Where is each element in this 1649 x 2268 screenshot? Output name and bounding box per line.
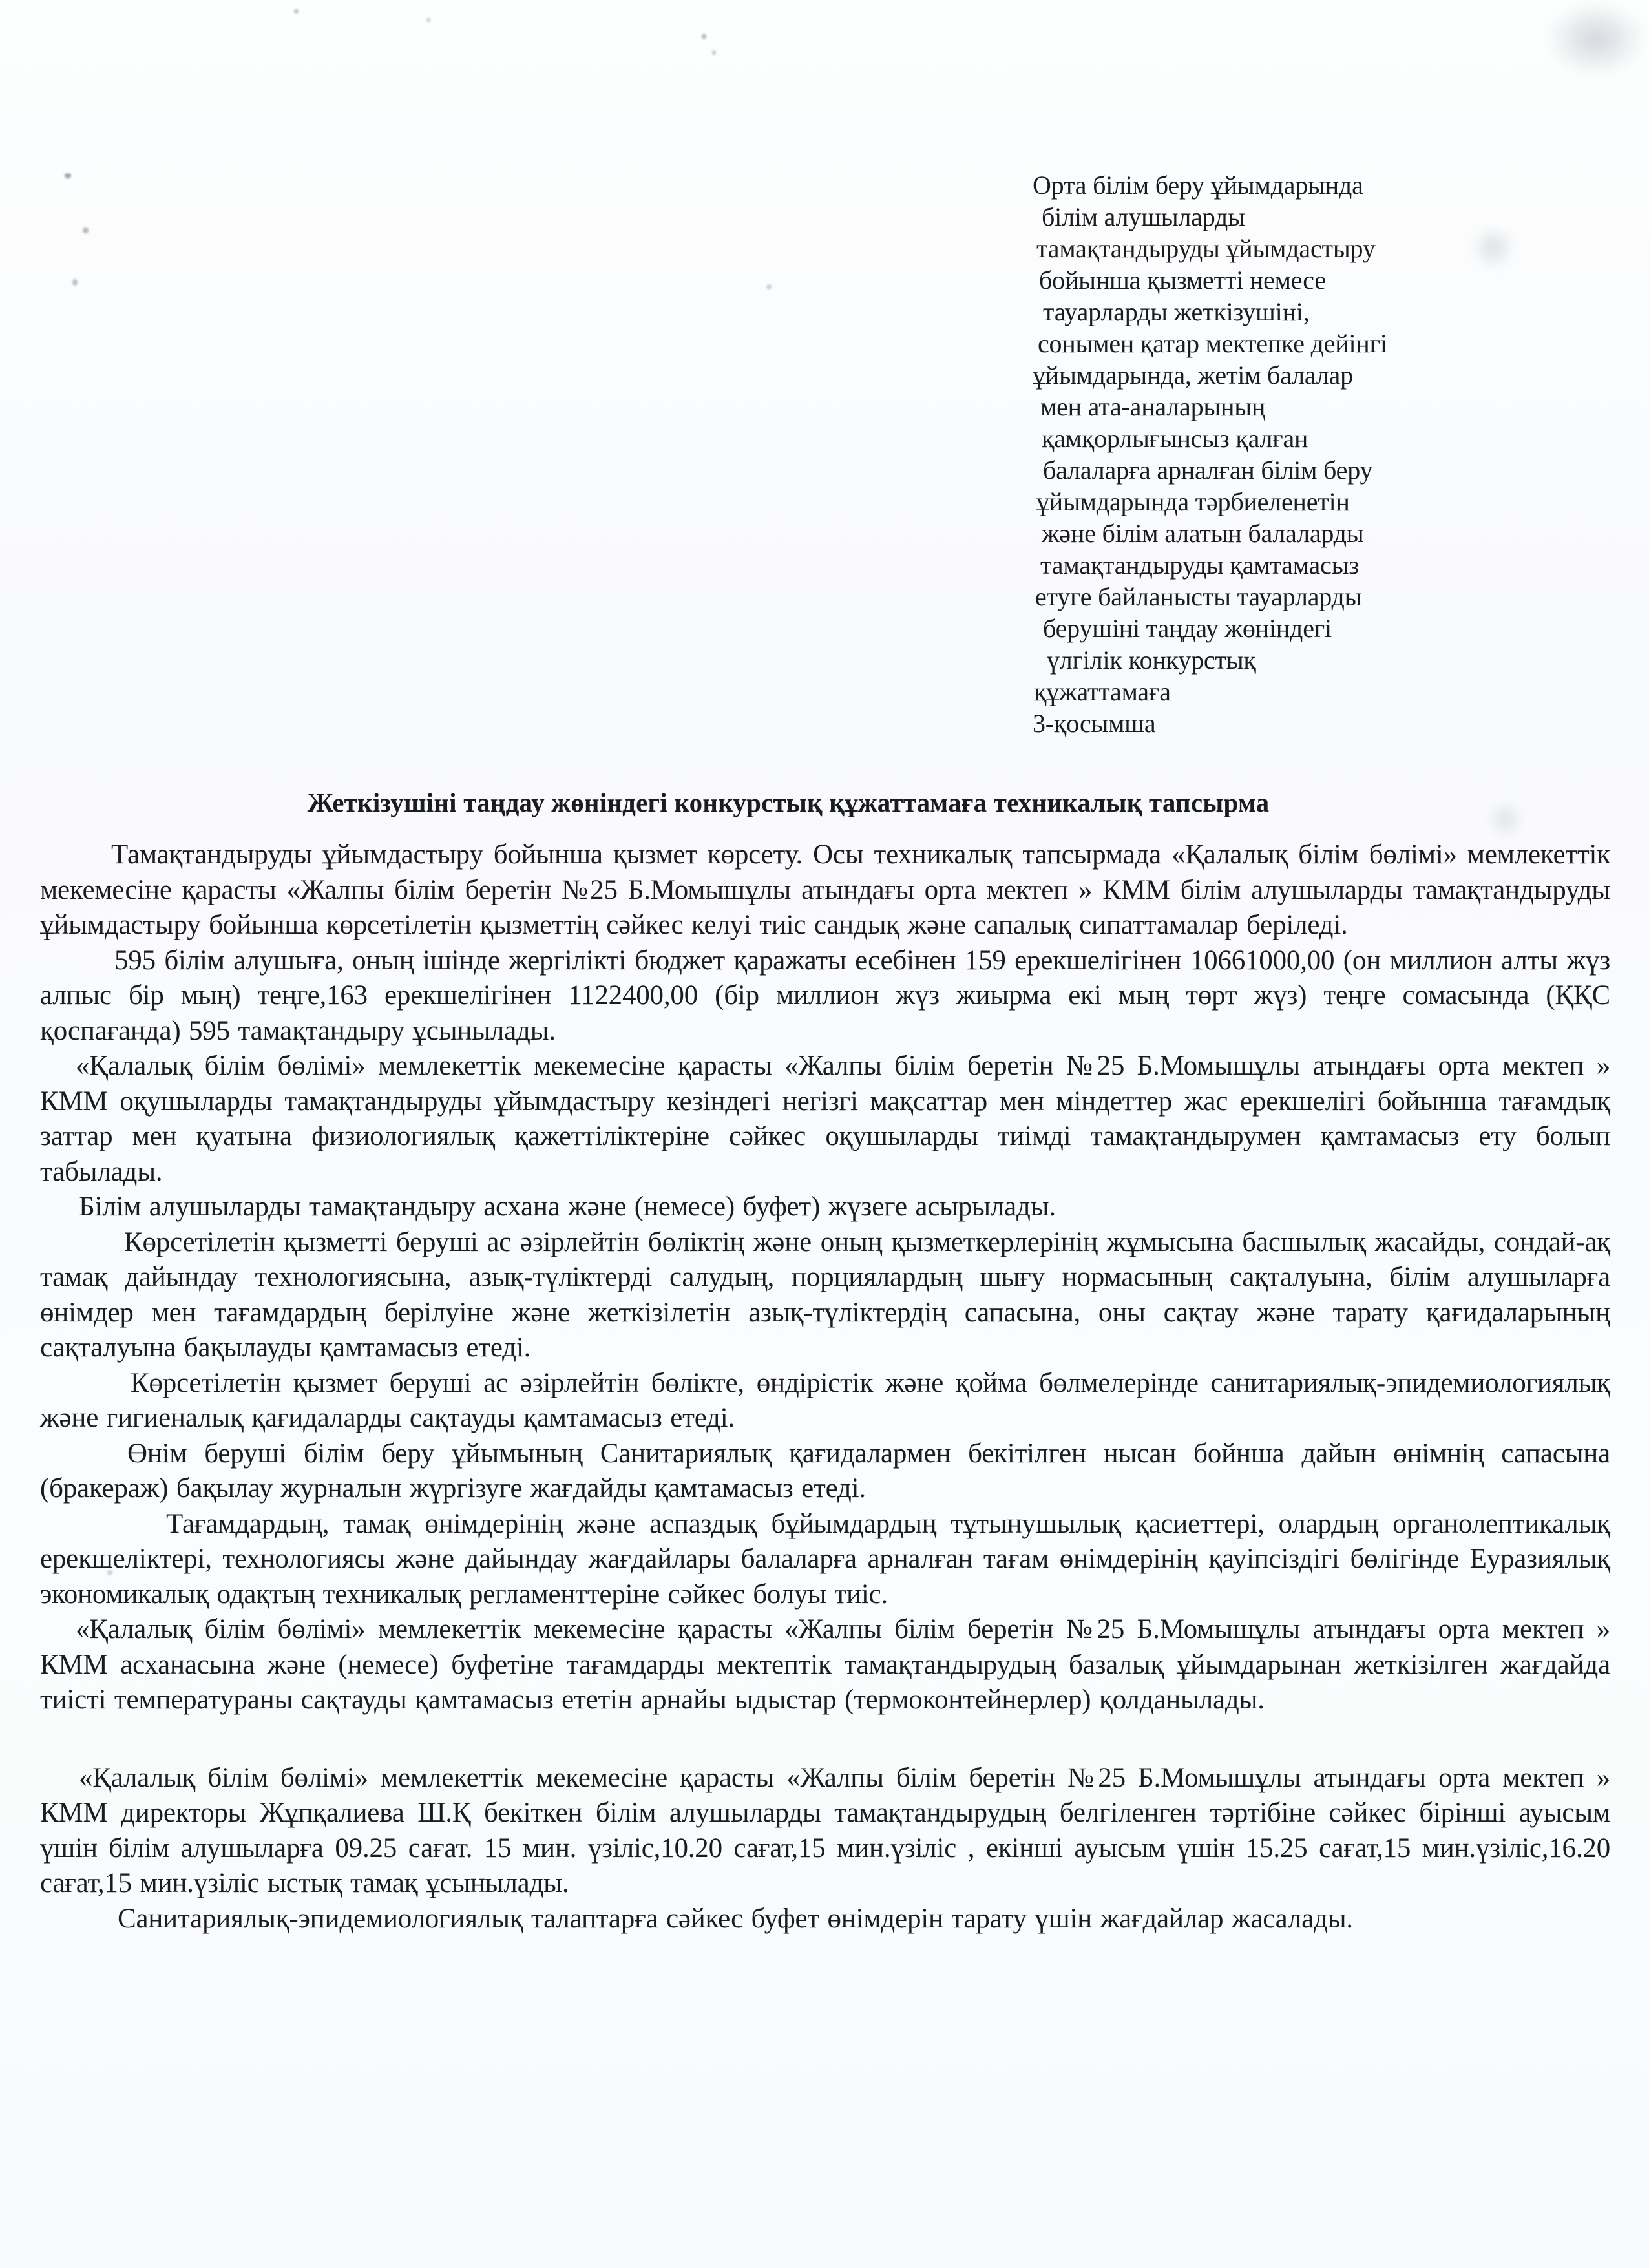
appendix-line: тамақтандыруды ұйымдастыру (1036, 234, 1376, 263)
scan-speck (294, 9, 299, 14)
appendix-line: Орта білім беру ұйымдарында (1033, 171, 1363, 200)
paragraph: Тағамдардың, тамақ өнімдерінің және аспаздық бұйымдардың тұтынушылық қасиеттері, олардың органолептикалық ерекшеліктері, технологиясы және дайындау жағдайлары балаларға арналған тағам өнімдерінің қауіпсіздігі бөлігінде Еуразиялық экономикалық одақтың техникалық регламенттеріне сәйкес болуы тиіс. (40, 1508, 1610, 1610)
paragraph: 595 білім алушыға, оның ішінде жергілікті бюджет қаражаты есебінен 159 ерекшелігінен 10661000,00 (он миллион алты жүз алпыс бір мың) теңге,163 ерекшелігінен 1122400,00 (бір миллион жүз жиырма екі мың төрт жүз) теңге сомасында (ҚҚС қоспағанда) 595 тамақтандыру ұсынылады. (40, 945, 1610, 1046)
appendix-reference-block (1033, 169, 1433, 739)
appendix-line: үлгілік конкурстық (1047, 646, 1256, 675)
scan-speck (65, 173, 71, 178)
paragraph: Өнім беруші білім беру ұйымының Санитариялық қағидалармен бекітілген нысан бойнша дайын өнімнің сапасына (бракераж) бақылау журналын жүргізуге жағдайды қамтамасыз етеді. (40, 1438, 1610, 1504)
document-body (40, 837, 1610, 1937)
document-title: Жеткізушіні таңдау жөніндегі конкурстық құжаттамаға техникалық тапсырма (307, 788, 1270, 817)
paragraph: «Қалалық білім бөлімі» мемлекеттік мекемесіне қарасты «Жалпы білім беретін №25 Б.Момышұлы атындағы орта мектеп » КММ директоры Жұпқалиева Ш.Қ бекіткен білім алушыларды тамақтандырудың белгіленген тәртібіне сәйкес бірінші ауысым үшін білім алушыларға 09.25 сағат. 15 мин. үзіліс,10.20 сағат,15 мин.үзіліс , екінші ауысым үшін 15.25 сағат,15 мин.үзіліс,16.20 сағат,15 мин.үзіліс ыстық тамақ ұсынылады. (40, 1762, 1610, 1898)
appendix-line: берушіні таңдау жөніндегі (1043, 614, 1332, 643)
scan-speck (426, 18, 430, 22)
appendix-line: тамақтандыруды қамтамасыз (1040, 551, 1359, 580)
scan-smudge (1471, 225, 1516, 270)
scan-speck (83, 227, 89, 233)
appendix-line: ұйымдарында, жетім балалар (1033, 361, 1353, 390)
appendix-line: сонымен қатар мектепке дейінгі (1038, 329, 1387, 358)
appendix-line: балаларға арналған білім беру (1043, 456, 1373, 485)
paragraph: Тамақтандыруды ұйымдастыру бойынша қызмет көрсету. Осы техникалық тапсырмада «Қалалық білім бөлімі» мемлекеттік мекемесіне қарасты «Жалпы білім беретін №25 Б.Момышұлы атындағы орта мектеп » КММ білім алушыларды тамақтандыруды ұйымдастыру бойынша көрсетілетін қызметтің сәйкес келуі тиіс сандық және сапалық сипаттамалар беріледі. (40, 839, 1610, 940)
scan-speck (766, 284, 772, 289)
scan-speck (712, 50, 716, 55)
appendix-line: бойынша қызметті немесе (1039, 266, 1326, 295)
paragraph: «Қалалық білім бөлімі» мемлекеттік мекемесіне қарасты «Жалпы білім беретін №25 Б.Момышұлы атындағы орта мектеп » КММ оқушыларды тамақтандыруды ұйымдастыру кезіндегі негізгі мақсаттар мен міндеттер жас ерекшелігі бойынша тағамдық заттар мен қуатына физиологиялық қажеттіліктеріне сәйкес оқушыларды тиімді тамақтандырумен қамтамасыз ету болып табылады. (40, 1051, 1610, 1187)
appendix-line: етуге байланысты тауарларды (1035, 582, 1362, 611)
paragraph: Білім алушыларды тамақтандыру асхана және (немесе) буфет) жүзеге асырылады. (79, 1192, 1056, 1222)
appendix-line: тауарларды жеткізушіні, (1043, 297, 1310, 326)
appendix-line: қамқорлығынсыз қалған (1042, 424, 1308, 453)
paragraph: Көрсетілетін қызмет беруші ас әзірлейтін бөлікте, өндірістік және қойма бөлмелерінде санитариялық-эпидемиологиялық және гигиеналық қағидаларды сақтауды қамтамасыз етеді. (40, 1367, 1610, 1433)
paragraph: «Қалалық білім бөлімі» мемлекеттік мекемесіне қарасты «Жалпы білім беретін №25 Б.Момышұлы атындағы орта мектеп » КММ асханасына және (немесе) буфетіне тағамдарды мектептік тамақтандырудың базалық ұйымдарынан жеткізілген жағдайда тиісті температураны сақтауды қамтамасыз ететін арнайы ыдыстар (термоконтейнерлер) қолданылады. (40, 1614, 1610, 1715)
appendix-line: және білім алатын балаларды (1042, 519, 1364, 548)
appendix-line: құжаттамаға (1034, 677, 1171, 706)
appendix-line: ұйымдарында тәрбиеленетін (1036, 487, 1350, 516)
scan-speck (702, 34, 706, 39)
appendix-line: 3-қосымша (1033, 709, 1156, 738)
paragraph: Санитариялық-эпидемиологиялық талаптарға сәйкес буфет өнімдерін тарату үшін жағдайлар жасалады. (118, 1903, 1353, 1934)
appendix-line: мен ата-аналарының (1040, 392, 1266, 421)
appendix-line: білім алушыларды (1042, 202, 1245, 231)
paragraph: Көрсетілетін қызметті беруші ас әзірлейтін бөліктің және оның қызметкерлерінің жұмысына басшылық жасайды, сондай-ақ тамақ дайындау технологиясына, азық-түліктерді салудың, порциялардың шығу нормасының сақталуына, білім алушыларға өнімдер мен тағамдардың берілуіне және жеткізілетін азық-түліктердің сапасына, оны сақтау және тарату қағидаларының сақталуына бақылауды қамтамасыз етеді. (40, 1226, 1610, 1363)
scan-smudge (1544, 0, 1648, 78)
scan-speck (72, 279, 78, 286)
